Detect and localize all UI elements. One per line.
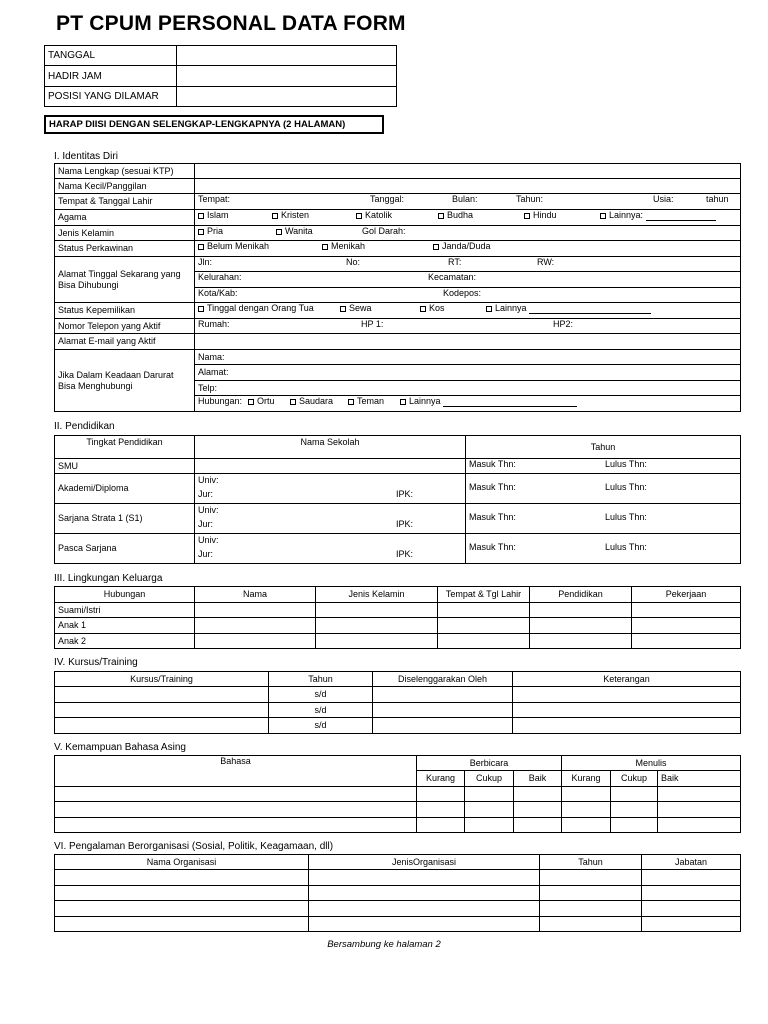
table-row — [55, 870, 741, 886]
cell[interactable] — [632, 634, 741, 649]
checkbox-icon — [400, 399, 406, 405]
hp2-label: HP2: — [553, 319, 574, 329]
pasca-sekolah-field[interactable]: Univ: Jur: IPK: — [195, 534, 466, 564]
language-table — [54, 755, 741, 833]
cell[interactable] — [55, 917, 309, 932]
col-nama-sekolah: Nama Sekolah — [195, 436, 466, 459]
section-6-title: VI. Pengalaman Berorganisasi (Sosial, Politik, Keagamaan, dll) — [54, 841, 334, 852]
s1-sekolah-field[interactable]: Univ: Jur: IPK: — [195, 504, 466, 534]
section-1-title: I. Identitas Diri — [54, 151, 118, 162]
akademi-tahun[interactable]: Masuk Thn: Lulus Thn: — [466, 474, 741, 504]
hub-ortu[interactable]: Ortu — [248, 396, 275, 407]
cell[interactable] — [438, 634, 530, 649]
cell[interactable] — [55, 718, 269, 734]
header-label-hadir: HADIR JAM — [45, 66, 177, 87]
cell[interactable] — [540, 901, 642, 917]
cell[interactable] — [642, 870, 741, 886]
col-tahun: Tahun — [466, 436, 741, 459]
jln-label: Jln: — [198, 257, 213, 267]
table-row — [55, 818, 741, 833]
s1-tahun[interactable]: Masuk Thn: Lulus Thn: — [466, 504, 741, 534]
cell[interactable] — [611, 818, 658, 833]
lang-col-bahasa: Bahasa — [55, 756, 417, 787]
continued-note: Bersambung ke halaman 2 — [327, 939, 441, 950]
no-label: No: — [346, 257, 361, 267]
fam-row-label: Suami/Istri — [55, 603, 195, 618]
cell[interactable] — [514, 787, 562, 802]
cell[interactable] — [55, 703, 269, 718]
cell[interactable] — [642, 901, 741, 917]
cell[interactable] — [632, 603, 741, 618]
kelurahan-label: Kelurahan: — [198, 272, 242, 282]
sd-label[interactable]: s/d — [269, 687, 373, 703]
cell[interactable] — [465, 802, 514, 818]
edu-pasca: Pasca Sarjana — [55, 534, 195, 564]
milik-sewa[interactable]: Sewa — [340, 303, 372, 314]
hub-saudara[interactable]: Saudara — [290, 396, 333, 407]
cell[interactable] — [373, 687, 513, 703]
label-ttl: Tempat & Tanggal Lahir — [55, 194, 195, 210]
tahun-label: Tahun: — [516, 194, 544, 204]
fam-row-label: Anak 2 — [55, 634, 195, 649]
nama-lengkap-field[interactable] — [195, 164, 741, 179]
cell[interactable] — [513, 718, 741, 734]
checkbox-icon — [524, 213, 530, 219]
table-row — [55, 787, 741, 802]
edu-akademi: Akademi/Diploma — [55, 474, 195, 504]
cell[interactable] — [55, 886, 309, 901]
cell[interactable] — [562, 802, 611, 818]
cell[interactable] — [438, 603, 530, 618]
checkbox-icon — [486, 306, 492, 312]
cell[interactable] — [540, 886, 642, 901]
pasca-tahun[interactable]: Masuk Thn: Lulus Thn: — [466, 534, 741, 564]
jk-options — [195, 226, 741, 241]
cell[interactable] — [316, 603, 438, 618]
cell[interactable] — [632, 618, 741, 634]
cell[interactable] — [417, 818, 465, 833]
cell[interactable] — [195, 603, 316, 618]
kota-label: Kota/Kab: — [198, 288, 238, 298]
table-row — [55, 802, 741, 818]
jln-row[interactable] — [195, 257, 741, 272]
edu-s1: Sarjana Strata 1 (S1) — [55, 504, 195, 534]
train-col-tahun: Tahun — [269, 672, 373, 687]
milik-lainnya[interactable]: Lainnya — [486, 303, 651, 314]
checkbox-icon — [340, 306, 346, 312]
edu-smu: SMU — [55, 459, 195, 474]
section-4-title: IV. Kursus/Training — [54, 657, 138, 668]
tempat-label: Tempat: — [198, 194, 231, 204]
cell[interactable] — [642, 917, 741, 932]
family-table — [54, 586, 741, 649]
cell[interactable] — [195, 634, 316, 649]
checkbox-icon — [600, 213, 606, 219]
cell[interactable] — [373, 718, 513, 734]
lang-level: Cukup — [611, 771, 658, 787]
checkbox-icon — [276, 229, 282, 235]
email-field[interactable] — [195, 334, 741, 350]
kecamatan-label: Kecamatan: — [428, 272, 477, 282]
hadir-jam-field[interactable] — [177, 66, 397, 87]
label-status-kawin: Status Perkawinan — [55, 241, 195, 257]
hub-teman[interactable]: Teman — [348, 396, 384, 407]
cell[interactable] — [373, 703, 513, 718]
jk-pria[interactable]: Pria — [198, 226, 223, 237]
cell[interactable] — [658, 787, 741, 802]
table-row — [55, 618, 741, 634]
checkbox-icon — [198, 244, 204, 250]
table-row — [55, 718, 741, 734]
fam-col-ttl: Tempat & Tgl Lahir — [438, 587, 530, 603]
kodepos-label: Kodepos: — [443, 288, 482, 298]
org-col-jabatan: Jabatan — [642, 855, 741, 870]
education-table — [54, 435, 741, 564]
identity-table — [54, 163, 741, 412]
cell[interactable] — [417, 787, 465, 802]
table-row — [55, 603, 741, 618]
fill-notice: HARAP DIISI DENGAN SELENGKAP-LENGKAPNYA (2 HALAMAN) — [44, 115, 384, 134]
fam-col-pendidikan: Pendidikan — [530, 587, 632, 603]
section-3-title: III. Lingkungan Keluarga — [54, 573, 163, 584]
cell[interactable] — [316, 634, 438, 649]
table-row — [55, 901, 741, 917]
cell[interactable] — [195, 618, 316, 634]
rt-label: RT: — [448, 257, 462, 267]
checkbox-icon — [290, 399, 296, 405]
telepon-row[interactable] — [195, 319, 741, 334]
cell[interactable] — [438, 618, 530, 634]
cell[interactable] — [55, 870, 309, 886]
cell[interactable] — [530, 603, 632, 618]
cell[interactable] — [658, 802, 741, 818]
cell[interactable] — [642, 886, 741, 901]
tahun-unit-label: tahun — [706, 194, 729, 204]
darurat-hubungan-row — [195, 396, 741, 412]
bulan-label: Bulan: — [452, 194, 478, 204]
darurat-nama-row[interactable] — [195, 350, 741, 365]
agama-kristen[interactable]: Kristen — [272, 210, 309, 221]
jk-wanita[interactable]: Wanita — [276, 226, 313, 237]
cell[interactable] — [562, 787, 611, 802]
cell[interactable] — [309, 901, 540, 917]
label-nama-kecil: Nama Kecil/Panggilan — [55, 179, 195, 194]
hub-lainnya[interactable]: Lainnya — [400, 396, 577, 407]
cell[interactable] — [417, 802, 465, 818]
kawin-janda-duda[interactable]: Janda/Duda — [433, 241, 491, 252]
cell[interactable] — [316, 618, 438, 634]
train-col-penyelenggara: Diselenggarakan Oleh — [373, 672, 513, 687]
label-jenis-kelamin: Jenis Kelamin — [55, 226, 195, 241]
kawin-belum[interactable]: Belum Menikah — [198, 241, 269, 252]
org-col-nama: Nama Organisasi — [55, 855, 309, 870]
hubungan-label: Hubungan: — [198, 396, 243, 406]
cell[interactable] — [540, 917, 642, 932]
kawin-menikah[interactable]: Menikah — [322, 241, 365, 252]
fam-col-jk: Jenis Kelamin — [316, 587, 438, 603]
cell[interactable] — [55, 818, 417, 833]
rumah-label: Rumah: — [198, 319, 230, 329]
fam-col-hubungan: Hubungan — [55, 587, 195, 603]
cell[interactable] — [513, 703, 741, 718]
lang-col-berbicara: Berbicara — [417, 756, 562, 771]
milik-orang-tua[interactable]: Tinggal dengan Orang Tua — [198, 303, 314, 314]
cell[interactable] — [514, 802, 562, 818]
lang-level: Baik — [514, 771, 562, 787]
darurat-telp-row[interactable] — [195, 381, 741, 396]
nama-kecil-field[interactable] — [195, 179, 741, 194]
lang-level: Kurang — [562, 771, 611, 787]
section-5-title: V. Kemampuan Bahasa Asing — [54, 742, 186, 753]
checkbox-icon — [356, 213, 362, 219]
fam-col-nama: Nama — [195, 587, 316, 603]
tanggal-field[interactable] — [177, 46, 397, 66]
table-row — [55, 687, 741, 703]
cell[interactable] — [465, 818, 514, 833]
cell[interactable] — [309, 886, 540, 901]
ttl-field[interactable] — [195, 194, 741, 210]
label-status-milik: Status Kepemilikan — [55, 303, 195, 319]
darurat-telp-label: Telp: — [198, 382, 218, 393]
hp1-label: HP 1: — [361, 319, 384, 329]
milik-options — [195, 303, 741, 319]
cell[interactable] — [465, 787, 514, 802]
checkbox-icon — [438, 213, 444, 219]
fam-row-label: Anak 1 — [55, 618, 195, 634]
usia-label: Usia: — [653, 194, 674, 204]
kawin-options — [195, 241, 741, 257]
smu-tahun[interactable]: Masuk Thn: Lulus Thn: — [466, 459, 741, 474]
checkbox-icon — [272, 213, 278, 219]
label-email: Alamat E-mail yang Aktif — [55, 334, 195, 350]
agama-lainnya[interactable]: Lainnya: — [600, 210, 716, 221]
cell[interactable] — [309, 917, 540, 932]
cell[interactable] — [611, 787, 658, 802]
agama-katolik[interactable]: Katolik — [356, 210, 392, 221]
checkbox-icon — [420, 306, 426, 312]
header-label-posisi: POSISI YANG DILAMAR — [45, 87, 177, 107]
checkbox-icon — [198, 213, 204, 219]
cell[interactable] — [309, 870, 540, 886]
cell[interactable] — [55, 787, 417, 802]
milik-kos[interactable]: Kos — [420, 303, 445, 314]
agama-budha[interactable]: Budha — [438, 210, 473, 221]
checkbox-icon — [348, 399, 354, 405]
org-col-jenis: JenisOrganisasi — [309, 855, 540, 870]
akademi-sekolah-field[interactable]: Univ: Jur: IPK: — [195, 474, 466, 504]
table-row — [55, 634, 741, 649]
posisi-field[interactable] — [177, 87, 397, 107]
cell[interactable] — [540, 870, 642, 886]
table-row — [55, 703, 741, 718]
label-darurat: Jika Dalam Keadaan Darurat Bisa Menghubungi — [55, 350, 195, 412]
cell[interactable] — [55, 802, 417, 818]
cell[interactable] — [530, 634, 632, 649]
cell[interactable] — [55, 687, 269, 703]
agama-islam[interactable]: Islam — [198, 210, 229, 221]
checkbox-icon — [433, 244, 439, 250]
col-tingkat: Tingkat Pendidikan — [55, 436, 195, 459]
train-col-kursus: Kursus/Training — [55, 672, 269, 687]
cell[interactable] — [658, 818, 741, 833]
checkbox-icon — [248, 399, 254, 405]
section-2-title: II. Pendidikan — [54, 421, 115, 432]
sd-label[interactable]: s/d — [269, 718, 373, 734]
lang-level: Kurang — [417, 771, 465, 787]
organization-table — [54, 854, 741, 932]
cell[interactable] — [611, 802, 658, 818]
lang-level: Cukup — [465, 771, 514, 787]
checkbox-icon — [198, 306, 204, 312]
smu-sekolah-field[interactable] — [195, 459, 466, 474]
darurat-alamat-label: Alamat: — [198, 367, 229, 377]
agama-options — [195, 210, 741, 226]
cell[interactable] — [530, 618, 632, 634]
label-alamat: Alamat Tinggal Sekarang yang Bisa Dihubungi — [55, 257, 195, 303]
table-row — [55, 917, 741, 932]
page-title: PT CPUM PERSONAL DATA FORM — [56, 12, 406, 35]
org-col-tahun: Tahun — [540, 855, 642, 870]
rw-label: RW: — [537, 257, 555, 267]
label-nama-lengkap: Nama Lengkap (sesuai KTP) — [55, 164, 195, 179]
kelurahan-row[interactable] — [195, 272, 741, 288]
agama-hindu[interactable]: Hindu — [524, 210, 557, 221]
cell[interactable] — [562, 818, 611, 833]
checkbox-icon — [322, 244, 328, 250]
label-agama: Agama — [55, 210, 195, 226]
lang-level: Baik — [658, 771, 741, 787]
header-table — [44, 45, 397, 107]
label-telepon: Nomor Telepon yang Aktif — [55, 319, 195, 334]
header-label-tanggal: TANGGAL — [45, 46, 177, 66]
cell[interactable] — [55, 901, 309, 917]
table-row — [55, 886, 741, 901]
tanggal-label: Tanggal: — [370, 194, 405, 204]
gol-darah-label: Gol Darah: — [362, 226, 406, 236]
kota-row[interactable] — [195, 288, 741, 303]
fam-col-pekerjaan: Pekerjaan — [632, 587, 741, 603]
checkbox-icon — [198, 229, 204, 235]
lang-col-menulis: Menulis — [562, 756, 741, 771]
cell[interactable] — [513, 687, 741, 703]
training-table — [54, 671, 741, 734]
cell[interactable] — [514, 818, 562, 833]
sd-label[interactable]: s/d — [269, 703, 373, 718]
train-col-keterangan: Keterangan — [513, 672, 741, 687]
darurat-nama-label: Nama: — [198, 351, 225, 362]
darurat-alamat-row[interactable] — [195, 365, 741, 381]
